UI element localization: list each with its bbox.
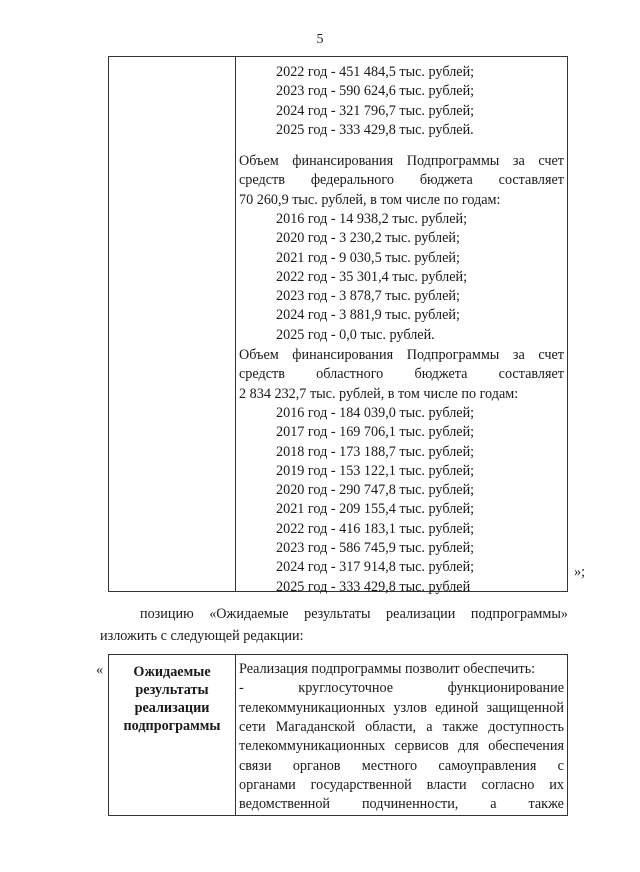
word: единой — [435, 699, 479, 716]
word: средств — [239, 366, 285, 383]
word: согласно — [481, 776, 535, 793]
column-divider — [235, 655, 236, 815]
year-line: 2018 год - 173 188,7 тыс. рублей; — [276, 443, 475, 460]
word: составляет — [498, 366, 564, 383]
word: результаты — [304, 606, 371, 622]
word: составляет — [498, 172, 564, 189]
heading-line: реализации — [134, 700, 210, 716]
year-line: 2021 год - 9 030,5 тыс. рублей; — [276, 249, 460, 266]
word: самоуправления — [438, 757, 537, 774]
word: ведомственной — [239, 796, 331, 813]
word: Магаданской — [275, 718, 355, 735]
federal-intro-line — [239, 171, 564, 189]
results-line — [239, 699, 564, 717]
word: - — [239, 680, 244, 697]
word: сервисов — [394, 738, 449, 755]
page-number: 5 — [316, 32, 324, 47]
word: финансирования — [292, 347, 394, 363]
year-line: 2017 год - 169 706,1 тыс. рублей; — [276, 424, 475, 441]
year-line: 2016 год - 184 039,0 тыс. рублей; — [276, 404, 475, 421]
word: подпрограммы» — [470, 606, 568, 622]
results-line — [239, 757, 564, 775]
year-line: 2025 год - 0,0 тыс. рублей. — [276, 326, 435, 343]
word: государственной — [310, 776, 412, 793]
expected-results-heading — [110, 663, 234, 735]
year-line: 2022 год - 451 484,5 тыс. рублей; — [276, 64, 475, 80]
word: органами — [239, 776, 296, 793]
year-line: 2024 год - 3 881,9 тыс. рублей; — [276, 307, 460, 324]
year-line: 2023 год - 3 878,7 тыс. рублей; — [276, 288, 460, 305]
word: а — [490, 796, 497, 813]
year-line: 2025 год - 333 429,8 тыс. рублей — [276, 578, 471, 595]
heading-line: подпрограммы — [123, 718, 221, 734]
word: за — [512, 153, 525, 169]
word: телекоммуникационных — [239, 738, 386, 755]
results-line — [239, 795, 564, 813]
year-line: 2020 год - 3 230,2 тыс. рублей; — [276, 230, 460, 247]
federal-intro-line — [239, 152, 564, 170]
heading-line: Ожидаемые — [133, 664, 211, 680]
word: подчиненности, — [361, 796, 459, 813]
word: Подпрограммы — [406, 153, 500, 169]
word: круглосуточное — [298, 680, 394, 697]
word: «Ожидаемые — [209, 606, 289, 622]
word: областного — [316, 366, 384, 383]
results-line — [239, 679, 564, 697]
regional-intro-line — [239, 346, 564, 364]
word: телекоммуникационных — [239, 699, 386, 716]
word: за — [512, 347, 525, 363]
word: органов — [292, 757, 341, 774]
paragraph-line-2: изложить с следующей редакции: — [100, 628, 304, 644]
year-line: 2024 год - 317 914,8 тыс. рублей; — [276, 559, 475, 576]
year-line: 2021 год - 209 155,4 тыс. рублей; — [276, 501, 475, 518]
word: области, — [365, 718, 417, 735]
word: с — [557, 757, 564, 774]
results-line: Реализация подпрограммы позволит обеспечить: — [239, 661, 536, 677]
word: Подпрограммы — [406, 347, 500, 363]
word: сети — [239, 718, 266, 735]
word: Объем — [239, 347, 279, 363]
word: функционирование — [447, 680, 564, 697]
word: позицию — [140, 606, 194, 622]
word: обеспечения — [488, 738, 564, 755]
year-line: 2023 год - 586 745,9 тыс. рублей; — [276, 540, 475, 556]
word: бюджета — [414, 366, 468, 383]
year-line: 2016 год - 14 938,2 тыс. рублей; — [276, 210, 468, 227]
word: доступность — [488, 718, 564, 735]
word: местного — [361, 757, 418, 774]
results-line — [239, 776, 564, 794]
heading-line: результаты — [135, 682, 209, 698]
word: их — [549, 776, 564, 793]
year-line: 2019 год - 153 122,1 тыс. рублей; — [276, 462, 475, 479]
year-line: 2024 год - 321 796,7 тыс. рублей; — [276, 102, 475, 119]
word: защищенной — [486, 699, 564, 716]
opening-quote: « — [96, 662, 104, 678]
year-line: 2020 год - 290 747,8 тыс. рублей; — [276, 482, 475, 499]
word: бюджета — [419, 172, 473, 189]
word: счет — [538, 153, 564, 169]
closing-quote: »; — [574, 564, 586, 580]
year-line: 2025 год - 333 429,8 тыс. рублей. — [276, 121, 474, 138]
column-divider — [235, 57, 236, 591]
year-line: 2022 год - 35 301,4 тыс. рублей; — [276, 268, 468, 285]
word: средств — [239, 172, 285, 189]
word: власти — [426, 776, 467, 793]
results-line — [239, 718, 564, 736]
word: связи — [239, 757, 272, 774]
word: также — [528, 796, 564, 813]
federal-intro-line: 70 260,9 тыс. рублей, в том числе по годам: — [239, 191, 501, 208]
paragraph-line-1 — [140, 605, 568, 623]
regional-intro-line — [239, 365, 564, 383]
regional-intro-line: 2 834 232,7 тыс. рублей, в том числе по годам: — [239, 385, 519, 402]
word: счет — [538, 347, 564, 363]
results-line — [239, 737, 564, 755]
word: федерального — [310, 172, 394, 189]
word: узлов — [393, 699, 427, 716]
word: для — [458, 738, 479, 755]
word: также — [442, 718, 479, 735]
word: а — [426, 718, 433, 735]
year-line: 2023 год - 590 624,6 тыс. рублей; — [276, 83, 475, 100]
year-line: 2022 год - 416 183,1 тыс. рублей; — [276, 520, 475, 537]
word: реализации — [386, 606, 456, 622]
word: Объем — [239, 153, 279, 169]
word: финансирования — [292, 153, 394, 169]
